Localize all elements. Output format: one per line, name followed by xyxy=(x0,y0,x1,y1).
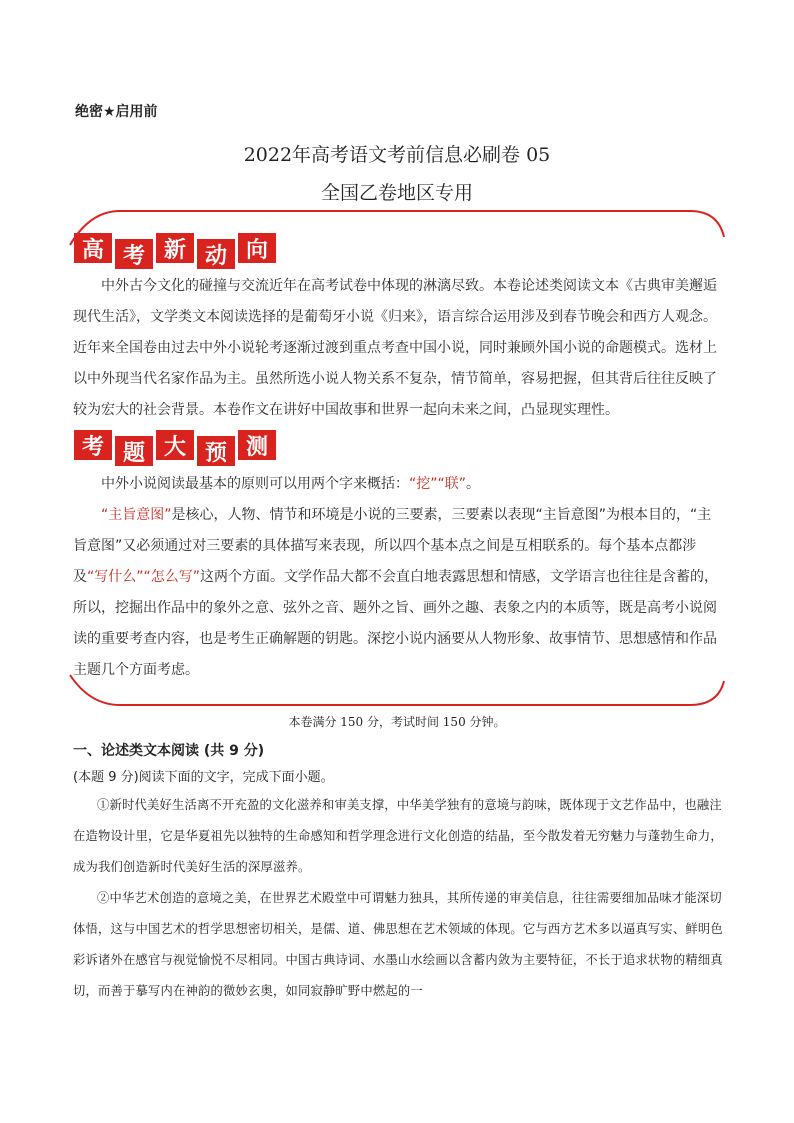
text-run: 是核心，人物、情节和环境是小说的三要素，三要素以表现“主旨意图”为根本目的，“主旨意图”又必须通过对三要素的具体描写来表现，所以四个基本点之间是互相联系的。每个基本点都涉及 xyxy=(73,507,712,585)
highlight-run: “主旨意图” xyxy=(101,507,172,523)
banner-char: 新 xyxy=(156,233,194,263)
text-run: 。 xyxy=(466,476,481,492)
page-subtitle: 全国乙卷地区专用 xyxy=(320,182,473,204)
prediction-p2 xyxy=(73,500,723,686)
banner-char: 大 xyxy=(156,430,194,460)
banner-exam-prediction xyxy=(74,430,276,466)
section-heading: 一、论述类文本阅读 (共 9 分) xyxy=(73,743,265,759)
passage-para-2: ②中华艺术创造的意境之美，在世界艺术殿堂中可谓魅力独具，其所传递的审美信息，往往需要细加品味才能深切体悟，这与中国艺术的哲学思想密切相关，是儒、道、佛思想在艺术领域的体现。它与西方艺术多以逼真写实、鲜明色彩诉诸外在感官与视觉愉悦不尽相同。中国古典诗词、水墨山水绘画以含蓄内敛为主要特征，不长于追求状物的精细真切，而善于摹写内在神韵的微妙玄奥，如同寂静旷野中燃起的一 xyxy=(73,891,723,998)
banner-char: 考 xyxy=(115,239,153,269)
banner-char: 高 xyxy=(74,233,112,263)
banner-char: 题 xyxy=(115,436,153,466)
text-run: 这两个方面。文学作品大都不会直白地表露思想和情感，文学语言也往往是含蓄的，所以，挖掘出作品中的象外之意、弦外之音、题外之旨、画外之趣、表象之内的本质等，既是高考小说阅读的重要考查内容，也是考生正确解题的钥匙。深挖小说内涵要从人物形象、故事情节、思想感情和作品主题几个方面考虑。 xyxy=(73,569,719,678)
text-run: 中外小说阅读最基本的原则可以用两个字来概括： xyxy=(101,476,409,492)
page-title: 2022年高考语文考前信息必刷卷 05 xyxy=(243,144,551,166)
banner-char: 测 xyxy=(238,430,276,460)
trend-paragraph xyxy=(73,271,723,426)
highlight-run: “挖”“联” xyxy=(409,476,467,492)
banner-char: 考 xyxy=(74,430,112,460)
prediction-p1 xyxy=(73,469,723,500)
banner-char: 预 xyxy=(197,436,235,466)
prediction-paragraphs xyxy=(73,469,723,686)
trend-text: 中外古今文化的碰撞与交流近年在高考试卷中体现的淋漓尽致。本卷论述类阅读文本《古典审美邂逅现代生活》，文学类文本阅读选择的是葡萄牙小说《归来》，语言综合运用涉及到春节晚会和西方人观念。近年来全国卷由过去中外小说轮考逐渐过渡到重点考查中国小说，同时兼顾外国小说的命题模式。选材上以中外现当代名家作品为主。虽然所选小说人物关系不复杂，情节简单，容易把握，但其背后往往反映了较为宏大的社会背景。本卷作文在讲好中国故事和世界一起向未来之间，凸显现实理性。 xyxy=(73,278,717,418)
banner-char: 向 xyxy=(238,233,276,263)
section-instruction: (本题 9 分)阅读下面的文字，完成下面小题。 xyxy=(73,770,334,785)
passage-para-1: ①新时代美好生活离不开充盈的文化滋养和审美支撑，中华美学独有的意境与韵味，既体现于文艺作品中，也融注在造物设计里，它是华夏祖先以独特的生命感知和哲学理念进行文化创造的结晶，至今散发着无穷魅力与蓬勃生命力，成为我们创造新时代美好生活的深厚滋养。 xyxy=(73,798,723,874)
banner-new-trends xyxy=(74,233,276,269)
exam-note: 本卷满分 150 分，考试时间 150 分钟。 xyxy=(288,715,506,729)
highlight-run: “写什么”“怎么写” xyxy=(87,569,201,585)
reading-passage xyxy=(73,790,723,1007)
banner-char: 动 xyxy=(197,239,235,269)
confidential-label: 绝密★启用前 xyxy=(75,104,158,120)
